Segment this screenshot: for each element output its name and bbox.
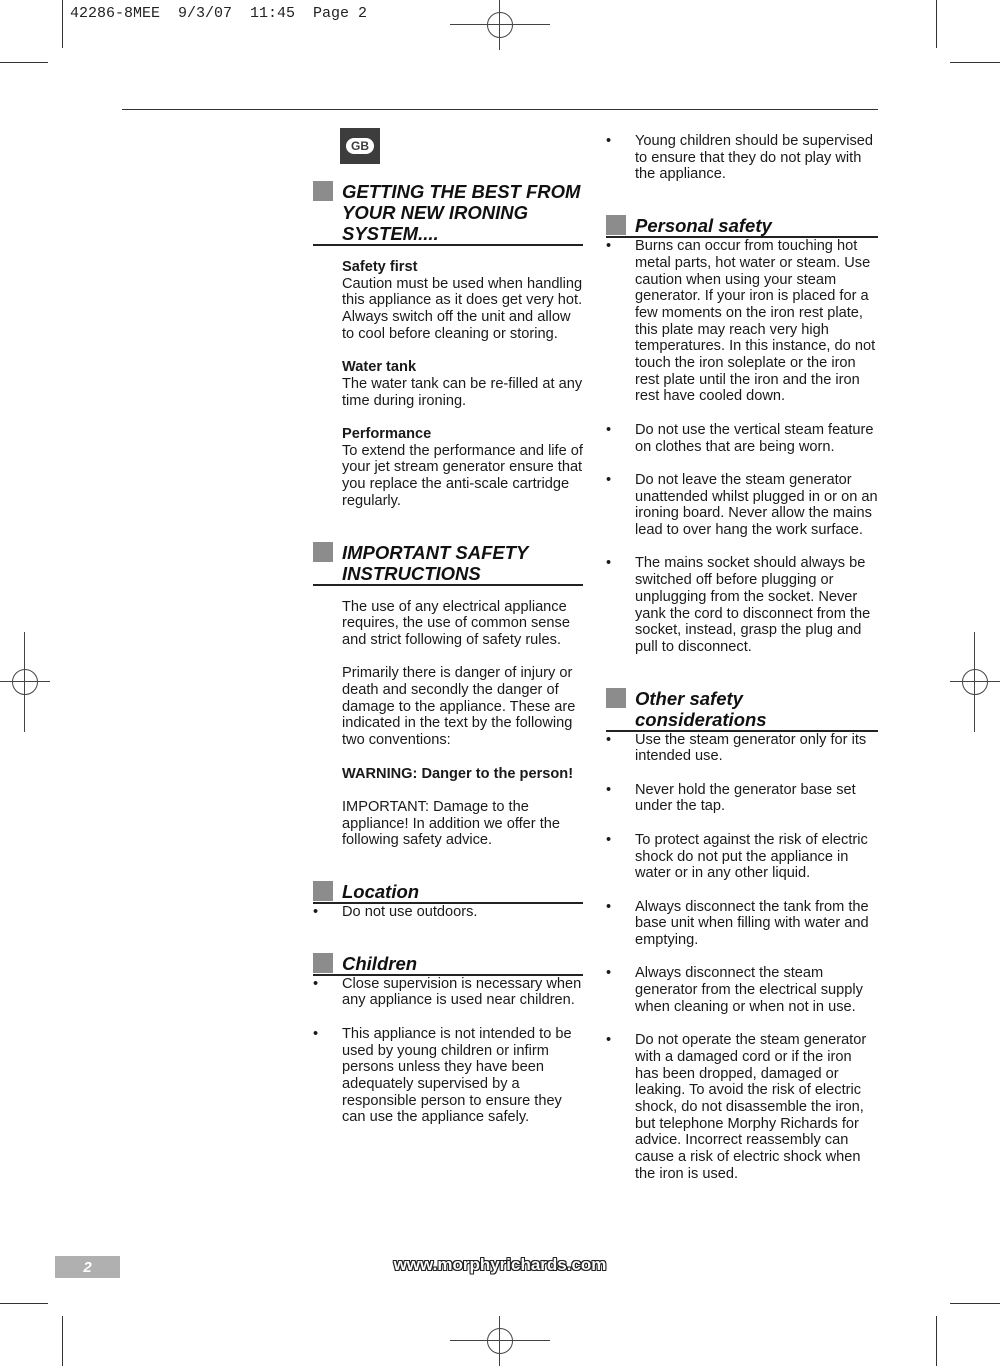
bullet: • [313,1025,319,1042]
list-item-text: Young children should be supervised to ensure that they do not play with the appliance. [635,133,873,183]
list-item-text: The mains socket should always be switched off before plugging or unplugging from the socket. Never yank the cord to disconnect from the socket, instead, grasp the plug and pull to disconnect. [635,555,871,655]
crop-mark [62,1316,63,1366]
list-item [606,1032,878,1182]
bullet: • [606,133,612,149]
list-item-text: Burns can occur from touching hot metal parts, hot water or steam. Use caution when using your steam generator. If your iron is placed for a few moments on the iron rest plate, this plate may reach very high temperatures. In this instance, do not touch the iron soleplate or the iron rest plate until the iron and the iron rest have cooled down. [635,238,876,405]
bullet: • [313,904,319,921]
list-item-text: Never hold the generator base set under the tap. [635,781,856,815]
water-tank-heading: Water tank [342,359,417,376]
printer-slug: 42286-8MEE 9/3/07 11:45 Page 2 [70,5,368,22]
list-item [313,904,583,921]
list-item [606,832,878,882]
important-paragraph: IMPORTANT: Damage to the appliance! In addition we offer the following safety advice. [342,798,560,849]
heading-getting-the-best-text: GETTING THE BEST FROM YOUR NEW IRONING SYSTEM.... [342,181,581,244]
list-item-text: Do not use the vertical steam feature on clothes that are being worn. [635,421,874,455]
bullet: • [313,975,319,992]
getting-the-best-body [313,259,583,510]
crop-mark [936,0,937,48]
bullet: • [606,731,612,748]
heading-other-safety [606,688,878,732]
list-item-text: Always disconnect the steam generator from the electrical supply when cleaning or when not in use. [635,965,863,1015]
gb-badge-label: GB [346,138,374,154]
performance-heading: Performance [342,426,432,442]
heading-important-safety-text: IMPORTANT SAFETY INSTRUCTIONS [342,541,529,584]
performance-text: To extend the performance and life of your jet stream generator ensure that you replace the anti-scale cartridge regularly. [342,442,583,509]
heading-marker [606,215,626,235]
list-item-text: Do not operate the steam generator with a damaged cord or if the iron has been dropped, damaged or leaking. To avoid the risk of electric shock, do not disassemble the iron, but telephone Morphy Richards for advice. Incorrect reassembly can cause a risk of electric shock when the iron is used. [635,1032,867,1182]
heading-other-safety-text: Other safety considerations [635,687,767,730]
top-rule [122,109,878,110]
bullet: • [606,1032,612,1049]
heading-location [313,881,583,904]
crop-mark [0,1303,48,1304]
important-paragraph: Primarily there is danger of injury or death and secondly the danger of damage to the appliance. These are indicated in the text by the following two conventions: [342,665,576,749]
heading-location-text: Location [342,881,420,903]
heading-important-safety [313,542,583,586]
list-item [606,133,878,183]
list-item-text: Close supervision is necessary when any appliance is used near children. [342,975,582,1009]
page-number: 2 [83,1258,92,1276]
column-right [606,133,878,1183]
column-left [313,128,583,1126]
registration-mark-top [450,0,550,50]
registration-mark-bottom [450,1316,550,1366]
heading-personal-safety [606,215,878,238]
list-item-text: Use the steam generator only for its intended use. [635,731,867,765]
crop-mark [950,1303,1000,1304]
crop-mark [62,0,63,48]
list-item [606,732,878,765]
children-continued-list [606,133,878,183]
location-list [313,904,583,921]
heading-personal-safety-text: Personal safety [635,215,772,237]
heading-getting-the-best [313,181,583,246]
personal-safety-list [606,238,878,656]
important-safety-body [313,599,583,850]
warning-text: WARNING: Danger to the person! [342,765,574,782]
bullet: • [606,555,612,572]
bullet: • [606,421,612,438]
bullet: • [606,238,612,255]
list-item-text: To protect against the risk of electric shock do not put the appliance in water or in any other liquid. [635,831,868,882]
heading-marker [313,881,333,901]
footer-website-url[interactable]: www.morphyrichards.com [393,1255,607,1274]
safety-first-block [342,259,583,343]
gb-language-badge [340,128,380,164]
heading-children [313,953,583,976]
bullet: • [606,965,612,982]
crop-mark [0,62,48,63]
other-safety-list [606,732,878,1183]
bullet: • [606,781,612,798]
heading-children-text: Children [342,952,418,974]
safety-first-heading: Safety first [342,259,418,275]
bullet: • [606,471,612,488]
water-tank-text: The water tank can be re-filled at any time during ironing. [342,375,583,409]
heading-marker [606,688,626,708]
list-item [606,422,878,455]
list-item-text: Do not leave the steam generator unattended whilst plugged in or on an ironing board. Never allow the mains lead to over hang the work surface. [635,471,878,539]
list-item-text: Always disconnect the tank from the base unit when filling with water and emptying. [635,898,869,949]
heading-marker [313,953,333,973]
bullet: • [606,831,612,848]
registration-mark-right [950,632,1000,732]
list-item [313,976,583,1009]
list-item [606,472,878,539]
children-list [313,976,583,1126]
list-item [606,555,878,655]
safety-first-text: Caution must be used when handling this appliance as it does get very hot. Always switch off the unit and allow to cool before cleaning or storing. [342,275,583,342]
page-number-tab [55,1256,120,1278]
water-tank-block [342,359,583,409]
crop-mark [950,62,1000,63]
crop-mark [936,1316,937,1366]
registration-mark-left [0,632,50,732]
list-item [606,899,878,949]
list-item [606,238,878,405]
list-item [313,1026,583,1126]
list-item [606,965,878,1015]
important-paragraph: The use of any electrical appliance requires, the use of common sense and strict following of safety rules. [342,598,570,648]
bullet: • [606,898,612,915]
list-item-text: Do not use outdoors. [342,904,478,921]
heading-marker [313,181,333,201]
performance-block [342,426,583,510]
list-item [606,782,878,815]
heading-marker [313,542,333,562]
list-item-text: This appliance is not intended to be used by young children or infirm persons unless they have been adequately supervised by a responsible person to ensure they can use the appliance safely. [342,1025,572,1126]
